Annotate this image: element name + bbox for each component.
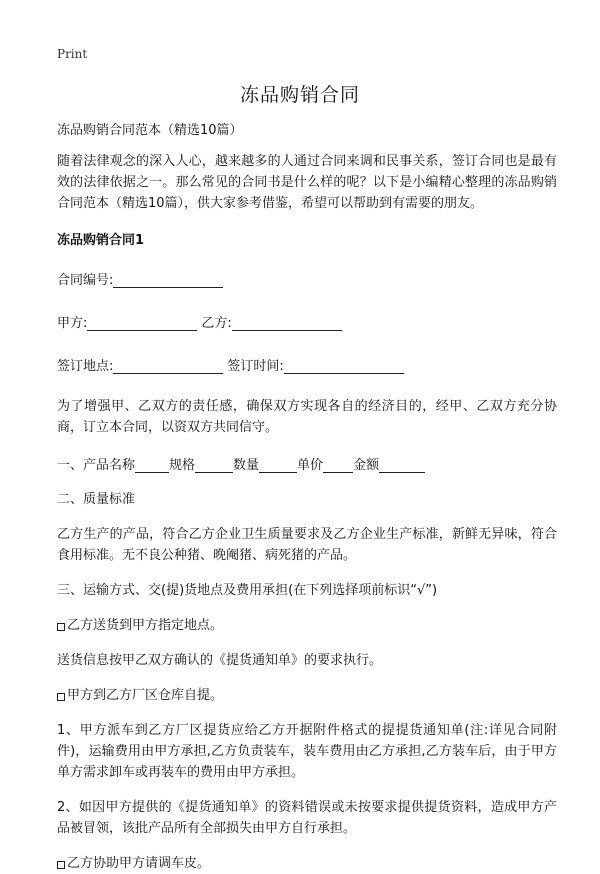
option-3-checkbox[interactable] [57,861,65,869]
clause-2: 2、如因甲方提供的《提货通知单》的资料错误或未按要求提供提货资料，造成甲方产品被冒领，该批产品所有全部损失由甲方自行承担。 [57,800,557,836]
price-blank [323,457,353,473]
option-3-row [57,853,557,874]
party-b-label: 乙方: [201,316,232,331]
contract-number-row [57,267,557,288]
clause-1: 1、甲方派车到乙方厂区提货应给乙方开据附件格式的提提货通知单(注:详见合同附件)，运输费用由甲方承担,乙方负责装车，装车费用由乙方承担,乙方装车后，由于甲方单方需求卸车或再装车的费用由甲方承担。 [57,723,557,780]
option-1-text: 乙方送货到甲方指定地点。 [67,618,224,633]
document-title: 冻品购销合同 [239,84,360,106]
sign-place-label: 签订地点: [57,359,114,374]
product-name-label: 一、产品名称 [57,458,136,473]
option-1-checkbox[interactable] [57,623,65,631]
option-2-row [57,685,557,706]
spec-label: 规格 [169,458,196,473]
sign-time-blank [284,358,404,374]
contract-number-blank [113,272,223,288]
intro-paragraph: 随着法律观念的深入人心，越来越多的人通过合同来调和民事关系，签订合同也是最有效的法律依据之一。那么常见的合同书是什么样的呢？以下是小编精心整理的冻品购销合同范本（精选10篇），供大家参考借鉴，希望可以帮助到有需要的朋友。 [57,154,557,211]
option-2-checkbox[interactable] [57,693,65,701]
section-title: 冻品购销合同1 [57,233,145,248]
quality-text: 乙方生产的产品，符合乙方企业卫生质量要求及乙方企业生产标准，新鲜无异味，符合食用标准。无不良公种猪、晚阉猪、病死猪的产品。 [57,527,557,563]
contract-number-label: 合同编号: [57,273,114,288]
parties-row [57,310,557,331]
option-2-text: 甲方到乙方厂区仓库自提。 [67,688,224,703]
product-row [57,452,557,473]
option-1-note: 送货信息按甲乙双方确认的《提货通知单》的要求执行。 [57,653,383,668]
party-a-label: 甲方: [57,316,88,331]
print-label[interactable]: Print [57,47,88,61]
option-3-text: 乙方协助甲方请调车皮。 [67,856,211,871]
sign-time-label: 签订时间: [227,359,284,374]
document-subtitle: 冻品购销合同范本（精选10篇） [57,123,243,138]
amount-label: 金额 [353,458,380,473]
party-a-blank [87,315,197,331]
purpose-paragraph: 为了增强甲、乙双方的责任感，确保双方实现各自的经济目的，经甲、乙双方充分协商，订立本合同，以资双方共同信守。 [57,399,557,435]
spec-blank [195,457,233,473]
transport-heading: 三、运输方式、交(提)货地点及费用承担(在下列选择项前标识“√”) [57,583,438,598]
product-name-blank [135,457,169,473]
qty-blank [259,457,297,473]
document-body [57,120,557,874]
sign-place-blank [113,358,223,374]
option-1-row [57,615,557,636]
quality-heading: 二、质量标准 [57,492,136,507]
signing-row [57,353,557,374]
price-label: 单价 [297,458,324,473]
party-b-blank [232,315,342,331]
amount-blank [379,457,425,473]
qty-label: 数量 [233,458,260,473]
